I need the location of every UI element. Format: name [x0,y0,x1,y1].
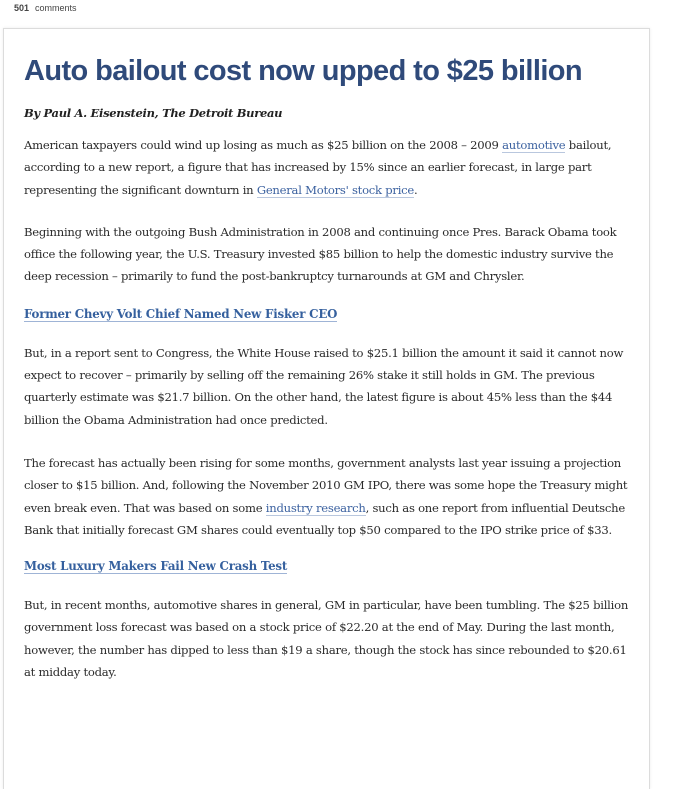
paragraph-3: But, in a report sent to Congress, the White House raised to $25.1 billion the amount it said it cannot now expect to recover – primarily by selling off the remaining 26% stake it still holds in GM. The previous quarterly estimate was $21.7 billion. On the other hand, the latest figure is about 45% less than the $44 billion the Obama Administration had once predicted. [24,345,624,427]
article-card [3,28,650,789]
automotive-link[interactable]: automotive [502,138,566,152]
paragraph-text: The forecast has actually been rising for some months, government analysts last year issuing a projection closer to $15 billion. And, following the November 2010 GM IPO, there was some hope the Treasury might even break even. That was based on some [24,455,628,515]
paragraph-2: Beginning with the outgoing Bush Administration in 2008 and continuing once Pres. Barack Obama took office the following year, the U.S. Treasury invested $85 billion to help the domestic industry survive the deep recession – primarily to fund the post-bankruptcy turnarounds at GM and Chrysler. [24,224,617,284]
gm-stock-price-link[interactable]: General Motors' stock price [256,182,415,197]
article-title: Auto bailout cost now upped to $25 billion [24,55,583,87]
article-body [24,55,634,683]
paragraph-text: , such as one report from influential Deutsche Bank that initially forecast GM shares could eventually top $50 compared to the IPO strike price of $33. [24,500,625,537]
paragraph-text: American taxpayers could wind up losing as much as $25 billion on the 2008 – 2009 [24,138,503,152]
related-link-text[interactable]: Former Chevy Volt Chief Named New Fisker CEO [24,306,338,321]
paragraph-4 [24,452,634,541]
comments-bar[interactable] [14,3,77,13]
paragraph-text: . [414,182,418,197]
paragraph-1 [24,134,634,201]
industry-research-link[interactable]: industry research [265,500,366,515]
comment-count: 501 [14,3,30,13]
comments-link[interactable]: comments [35,3,77,13]
related-link-text[interactable]: Most Luxury Makers Fail New Crash Test [24,559,288,574]
paragraph-text: bailout, according to a new report, a figure that has increased by 15% since an earlier forecast, in large part representing the significant downturn in [24,138,612,197]
related-link-volt-chief[interactable] [24,307,634,321]
article-byline: By Paul A. Eisenstein, The Detroit Bureau [24,106,283,120]
paragraph-5: But, in recent months, automotive shares in general, GM in particular, have been tumbling. The $25 billion government loss forecast was based on a stock price of $22.20 at the end of May. During the last month, however, the number has dipped to less than $19 a share, though the stock has since rebounded to $20.61 at midday today. [24,598,629,680]
related-link-crash-test[interactable] [24,559,634,573]
